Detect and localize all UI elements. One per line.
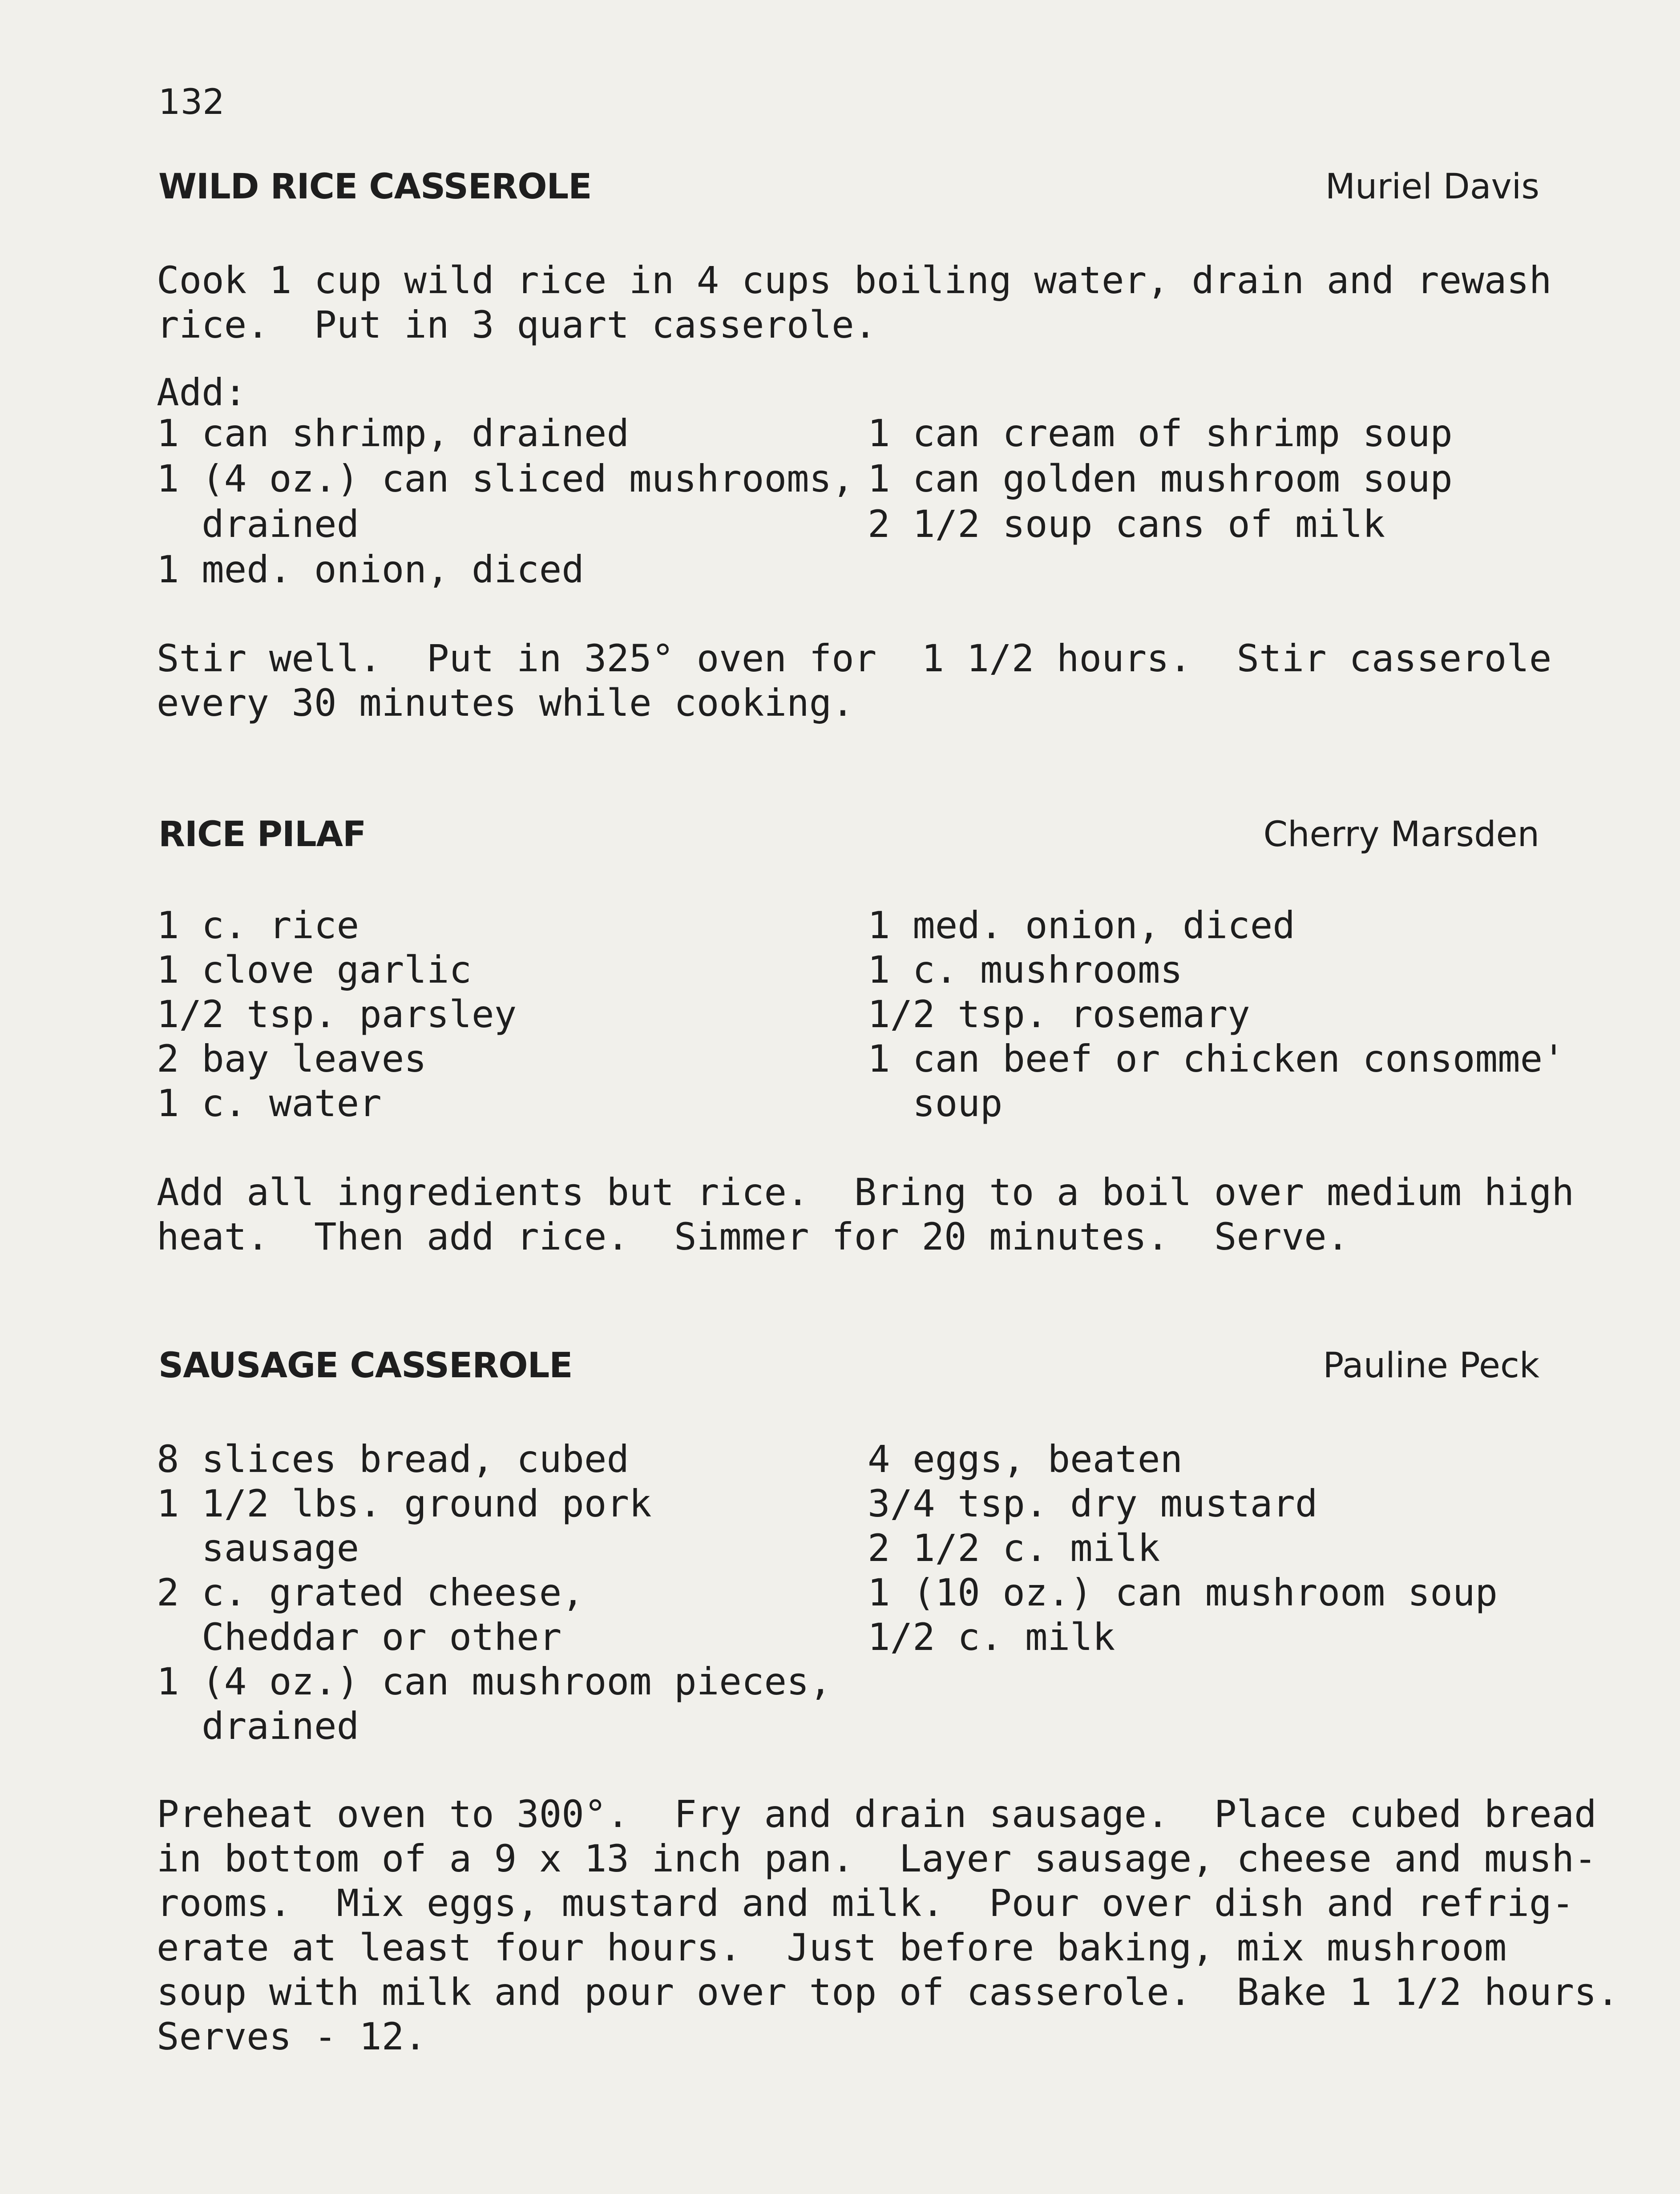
ingredient-left: 1 c. rice <box>157 903 359 947</box>
ingredient-left: 1/2 tsp. parsley <box>157 992 517 1036</box>
ingredient-left: drained <box>157 1704 359 1748</box>
directions-line: Add all ingredients but rice. Bring to a boil over medium high <box>157 1170 1575 1214</box>
ingredient-right: 1 c. mushrooms <box>868 948 1183 992</box>
ingredient-left: Cheddar or other <box>157 1615 562 1659</box>
directions-line: rooms. Mix eggs, mustard and milk. Pour over dish and refrig- <box>157 1881 1575 1925</box>
recipe-author: Muriel Davis <box>1325 167 1539 207</box>
ingredient-right: 4 eggs, beaten <box>868 1437 1183 1481</box>
ingredient-right: 1 med. onion, diced <box>868 903 1295 947</box>
directions-line: Serves - 12. <box>157 2015 427 2058</box>
ingredient-left: 2 c. grated cheese, <box>157 1571 584 1614</box>
page-number: 132 <box>158 82 225 122</box>
ingredient-right: 1 can beef or chicken consomme' <box>868 1037 1565 1081</box>
directions-line: every 30 minutes while cooking. <box>157 681 854 725</box>
directions-line: soup with milk and pour over top of casserole. Bake 1 1/2 hours. <box>157 1970 1619 2014</box>
directions-line: erate at least four hours. Just before baking, mix mushroom <box>157 1926 1507 1969</box>
ingredient-left: 1 clove garlic <box>157 948 472 992</box>
directions-line: in bottom of a 9 x 13 inch pan. Layer sausage, cheese and mush- <box>157 1837 1597 1880</box>
ingredient-right: 1 (10 oz.) can mushroom soup <box>868 1571 1498 1614</box>
ingredient-left: 1 (4 oz.) can mushroom pieces, <box>157 1660 832 1703</box>
ingredient-right: soup <box>868 1081 1003 1125</box>
ingredient-left: 8 slices bread, cubed <box>157 1437 630 1481</box>
intro-line: rice. Put in 3 quart casserole. <box>157 303 877 347</box>
ingredient-left: drained <box>157 502 359 546</box>
ingredient-right: 1 can cream of shrimp soup <box>868 411 1453 455</box>
ingredient-right: 2 1/2 soup cans of milk <box>868 502 1385 546</box>
ingredient-left: 1 med. onion, diced <box>157 548 584 591</box>
directions-line: heat. Then add rice. Simmer for 20 minutes. Serve. <box>157 1215 1349 1258</box>
intro-line: Add: <box>157 371 247 414</box>
recipe-title: RICE PILAF <box>158 815 366 855</box>
recipe-title: WILD RICE CASSEROLE <box>158 167 592 207</box>
recipe-title: SAUSAGE CASSEROLE <box>158 1346 573 1386</box>
ingredient-right: 1 can golden mushroom soup <box>868 457 1453 500</box>
ingredient-left: sausage <box>157 1526 359 1570</box>
directions-line: Stir well. Put in 325° oven for 1 1/2 hours. Stir casserole <box>157 637 1552 680</box>
intro-line: Cook 1 cup wild rice in 4 cups boiling water, drain and rewash <box>157 258 1552 302</box>
directions-line: Preheat oven to 300°. Fry and drain sausage. Place cubed bread <box>157 1792 1597 1836</box>
ingredient-left: 1 1/2 lbs. ground pork <box>157 1482 652 1525</box>
ingredient-left: 1 c. water <box>157 1081 382 1125</box>
ingredient-left: 1 can shrimp, drained <box>157 411 630 455</box>
ingredient-left: 2 bay leaves <box>157 1037 427 1081</box>
ingredient-right: 3/4 tsp. dry mustard <box>868 1482 1318 1525</box>
recipe-author: Cherry Marsden <box>1263 815 1539 855</box>
ingredient-left: 1 (4 oz.) can sliced mushrooms, <box>157 457 854 500</box>
ingredient-right: 1/2 c. milk <box>868 1615 1115 1659</box>
ingredient-right: 2 1/2 c. milk <box>868 1526 1160 1570</box>
ingredient-right: 1/2 tsp. rosemary <box>868 992 1250 1036</box>
recipe-author: Pauline Peck <box>1323 1346 1539 1386</box>
